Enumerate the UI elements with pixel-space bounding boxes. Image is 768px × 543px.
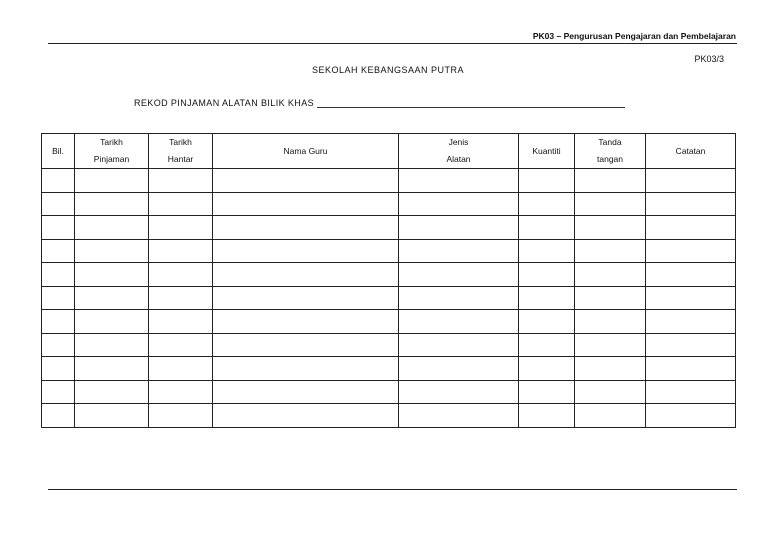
table-cell [575,404,646,428]
table-cell [519,380,575,404]
table-cell [42,169,75,193]
table-cell [149,263,213,287]
table-cell [399,216,519,240]
table-cell [213,380,399,404]
table-cell [575,286,646,310]
table-cell [149,310,213,334]
table-cell [42,216,75,240]
table-cell [519,357,575,381]
table-cell [519,310,575,334]
document-header [533,31,736,41]
col-header-bil: Bil. [42,134,75,169]
table-cell [575,263,646,287]
table-cell [646,333,736,357]
table-cell [399,263,519,287]
table-cell [213,169,399,193]
table-row [42,404,736,428]
table-cell [42,263,75,287]
record-title-text: REKOD PINJAMAN ALATAN BILIK KHAS [134,98,315,108]
col-header-catatan: Catatan [646,134,736,169]
table-cell [399,357,519,381]
table-cell [149,357,213,381]
table-cell [399,239,519,263]
table-cell [399,286,519,310]
table-cell [75,357,149,381]
table-cell [213,239,399,263]
loan-record-table [41,133,736,428]
table-row [42,357,736,381]
table-cell [149,169,213,193]
table-cell [42,286,75,310]
table-cell [213,310,399,334]
table-cell [75,310,149,334]
table-cell [519,216,575,240]
table-cell [519,286,575,310]
table-cell [149,216,213,240]
school-name: SEKOLAH KEBANGSAAN PUTRA [311,65,465,75]
table-cell [75,286,149,310]
table-cell [149,286,213,310]
table-cell [213,357,399,381]
table-cell [213,286,399,310]
table-cell [213,404,399,428]
table-cell [575,169,646,193]
table-cell [75,333,149,357]
col-header-nama-guru: Nama Guru [213,134,399,169]
table-cell [646,263,736,287]
table-cell [213,216,399,240]
table-row [42,239,736,263]
table-cell [519,192,575,216]
table-cell [42,404,75,428]
table-cell [646,357,736,381]
header-rule [48,43,737,44]
col-header-tarikh-pinjaman: Tarikh Pinjaman [75,134,149,169]
table-cell [149,333,213,357]
table-cell [519,333,575,357]
record-title-fill-line [317,98,625,108]
table-cell [399,310,519,334]
table-cell [646,380,736,404]
table-cell [519,169,575,193]
table-cell [75,192,149,216]
table-cell [213,263,399,287]
table-row [42,333,736,357]
footer-rule [48,489,737,490]
table-cell [575,380,646,404]
doc-code: PK03 [532,31,555,41]
table-cell [75,169,149,193]
form-code: PK03/3 [694,54,724,64]
table-cell [42,333,75,357]
table-cell [399,333,519,357]
table-cell [213,192,399,216]
table-row [42,286,736,310]
table-cell [149,192,213,216]
table-cell [42,357,75,381]
table-cell [75,380,149,404]
table-cell [42,310,75,334]
table-cell [575,192,646,216]
table-cell [149,404,213,428]
table-cell [75,263,149,287]
col-header-tanda-tangan: Tanda tangan [575,134,646,169]
table-cell [42,380,75,404]
doc-title: Pengurusan Pengajaran dan Pembelajaran [563,31,736,41]
table-row [42,169,736,193]
table-cell [149,239,213,263]
table-cell [75,404,149,428]
table-row [42,192,736,216]
table-cell [646,169,736,193]
table-cell [399,192,519,216]
table-cell [646,192,736,216]
table-row [42,263,736,287]
table-cell [575,239,646,263]
table-cell [399,380,519,404]
table-cell [399,404,519,428]
table-cell [42,192,75,216]
table-cell [575,357,646,381]
table-cell [575,333,646,357]
table-cell [646,239,736,263]
table-cell [399,169,519,193]
table-header-row [42,134,736,169]
table-cell [519,239,575,263]
table-cell [75,239,149,263]
table-cell [646,310,736,334]
header-separator: – [556,31,562,41]
table-cell [575,216,646,240]
table-cell [519,263,575,287]
col-header-kuantiti: Kuantiti [519,134,575,169]
table-row [42,216,736,240]
table-cell [75,216,149,240]
col-header-tarikh-hantar: Tarikh Hantar [149,134,213,169]
table-cell [575,310,646,334]
table-row [42,380,736,404]
table-row [42,310,736,334]
table-cell [646,286,736,310]
record-title [134,98,625,108]
col-header-jenis-alatan: Jenis Alatan [399,134,519,169]
table-cell [519,404,575,428]
table-cell [646,404,736,428]
table-cell [213,333,399,357]
table-cell [149,380,213,404]
table-cell [42,239,75,263]
table-cell [646,216,736,240]
